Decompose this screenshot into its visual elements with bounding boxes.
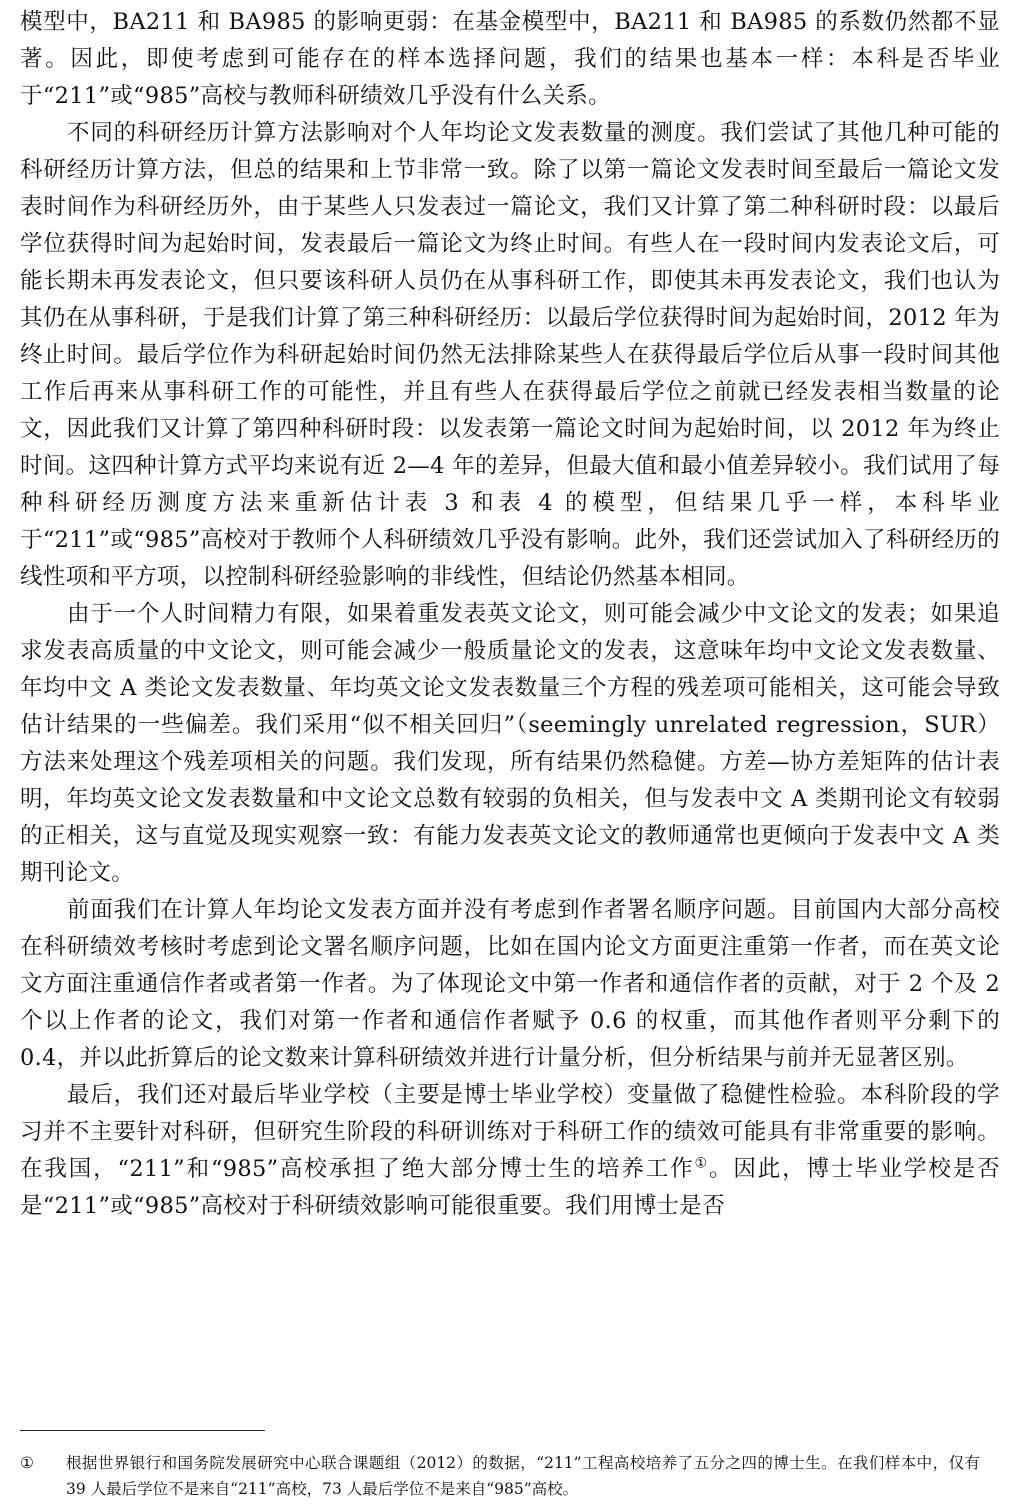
paragraph-1: 模型中，BA211 和 BA985 的影响更弱：在基金模型中，BA211 和 BA985 的系数仍然都不显著。因此，即使考虑到可能存在的样本选择问题，我们的结果也基本一样：本科是否毕业于“211”或“985”高校与教师科研绩效几乎没有什么关系。 <box>20 9 1000 109</box>
paragraph-5-text: 最后，我们还对最后毕业学校（主要是博士毕业学校）变量做了稳健性检验。本科阶段的学习并不主要针对科研，但研究生阶段的科研训练对于科研工作的绩效可能具有非常重要的影响。在我国，“211”和“985”高校承担了绝大部分博士生的培养工作 <box>20 1082 1000 1182</box>
footnote-ref[interactable]: ① <box>694 1155 709 1172</box>
footnote-divider <box>20 1430 265 1431</box>
footnote-text: 根据世界银行和国务院发展研究中心联合课题组（2012）的数据，“211”工程高校培养了五分之四的博士生。在我们样本中，仅有 39 人最后学位不是来自“211”高校，73 人最后学位不是来自“985”高校。 <box>66 1454 980 1498</box>
paragraph-2: 不同的科研经历计算方法影响对个人年均论文发表数量的测度。我们尝试了其他几种可能的科研经历计算方法，但总的结果和上节非常一致。除了以第一篇论文发表时间至最后一篇论文发表时间作为科研经历外，由于某些人只发表过一篇论文，我们又计算了第二种科研时段：以最后学位获得时间为起始时间，发表最后一篇论文为终止时间。有些人在一段时间内发表论文后，可能长期未再发表论文，但只要该科研人员仍在从事科研工作，即使其未再发表论文，我们也认为其仍在从事科研，于是我们计算了第三种科研经历：以最后学位获得时间为起始时间，2012 年为终止时间。最后学位作为科研起始时间仍然无法排除某些人在获得最后学位后从事一段时间其他工作后再来从事科研工作的可能性，并且有些人在获得最后学位之前就已经发表相当数量的论文，因此我们又计算了第四种科研时段：以发表第一篇论文时间为起始时间，以 2012 年为终止时间。这四种计算方式平均来说有近 2—4 年的差异，但最大值和最小值差异较小。我们试用了每种科研经历测度方法来重新估计表 3 和表 4 的模型，但结果几乎一样，本科毕业于“211”或“985”高校对于教师个人科研绩效几乎没有影响。此外，我们还尝试加入了科研经历的线性项和平方项，以控制科研经验影响的非线性，但结论仍然基本相同。 <box>20 120 1000 590</box>
paragraph-4: 前面我们在计算人年均论文发表方面并没有考虑到作者署名顺序问题。目前国内大部分高校在科研绩效考核时考虑到论文署名顺序问题，比如在国内论文方面更注重第一作者，而在英文论文方面注重通信作者或者第一作者。为了体现论文中第一作者和通信作者的贡献，对于 2 个及 2 个以上作者的论文，我们对第一作者和通信作者赋予 0.6 的权重，而其他作者则平分剩下的 0.4，并以此折算后的论文数来计算科研绩效并进行计量分析，但分析结果与前并无显著区别。 <box>20 897 1000 1071</box>
footnote <box>20 1450 980 1502</box>
paragraph-5-text-after: 。因此，博士毕业学校是否是“211”或“985”高校对于科研绩效影响可能很重要。我们用博士是否 <box>20 1156 1000 1219</box>
paragraph-3: 由于一个人时间精力有限，如果着重发表英文论文，则可能会减少中文论文的发表；如果追求发表高质量的中文论文，则可能会减少一般质量论文的发表，这意味年均中文论文发表数量、年均中文 A 类论文发表数量、年均英文论文发表数量三个方程的残差项可能相关，这可能会导致估计结果的一些偏差。我们采用“似不相关回归”（seemingly unrelated regression，SUR）方法来处理这个残差项相关的问题。我们发现，所有结果仍然稳健。方差—协方差矩阵的估计表明，年均英文论文发表数量和中文论文总数有较弱的负相关，但与发表中文 A 类期刊论文有较弱的正相关，这与直觉及现实观察一致：有能力发表英文论文的教师通常也更倾向于发表中文 A 类期刊论文。 <box>20 601 1000 886</box>
paragraph-5 <box>20 1077 1000 1225</box>
footnote-mark: ① <box>20 1454 34 1472</box>
article-body <box>20 4 1000 1225</box>
